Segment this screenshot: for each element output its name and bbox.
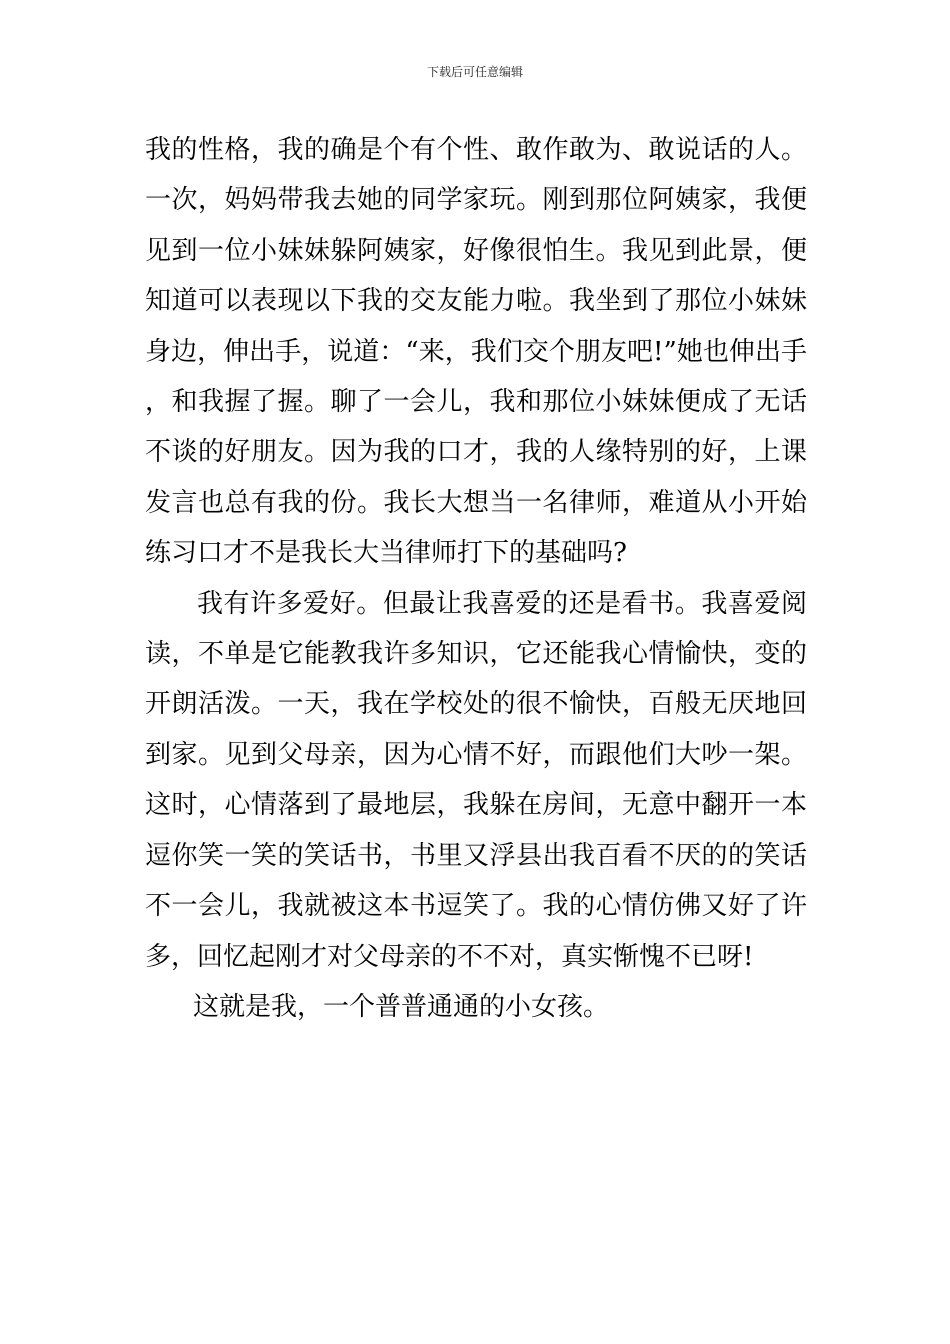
page-header-note: 下载后可任意编辑 [426, 65, 523, 79]
paragraph-2: 我有许多爱好。但最让我喜爱的还是看书。我喜爱阅读，不单是它能教我许多知识，它还能我心情愉快，变的开朗活泼。一天，我在学校处的很不愉快，百般无厌地回到家。见到父母亲，因为心情不好，而跟他们大吵一架。这时，心情落到了最地层，我躲在房间，无意中翻开一本逗你笑一笑的笑话书，书里又浮县出我百看不厌的的笑话不一会儿，我就被这本书逗笑了。我的心情仿佛又好了许多，回忆起刚才对父母亲的不不对，真实惭愧不已呀! [145, 588, 807, 972]
paragraph-3: 这就是我，一个普普通通的小女孩。 [193, 991, 610, 1022]
paragraph-1: 我的性格，我的确是个有个性、敢作敢为、敢说话的人。一次，妈妈带我去她的同学家玩。刚到那位阿姨家，我便见到一位小妹妹躲阿姨家，好像很怕生。我见到此景，便知道可以表现以下我的交友能力啦。我坐到了那位小妹妹身边，伸出手，说道：“来，我们交个朋友吧!”她也伸出手，和我握了握。聊了一会儿，我和那位小妹妹便成了无话不谈的好朋友。因为我的口才，我的人缘特别的好，上课发言也总有我的份。我长大想当一名律师，难道从小开始练习口才不是我长大当律师打下的基础吗? [145, 135, 807, 569]
document-body [145, 125, 807, 1032]
